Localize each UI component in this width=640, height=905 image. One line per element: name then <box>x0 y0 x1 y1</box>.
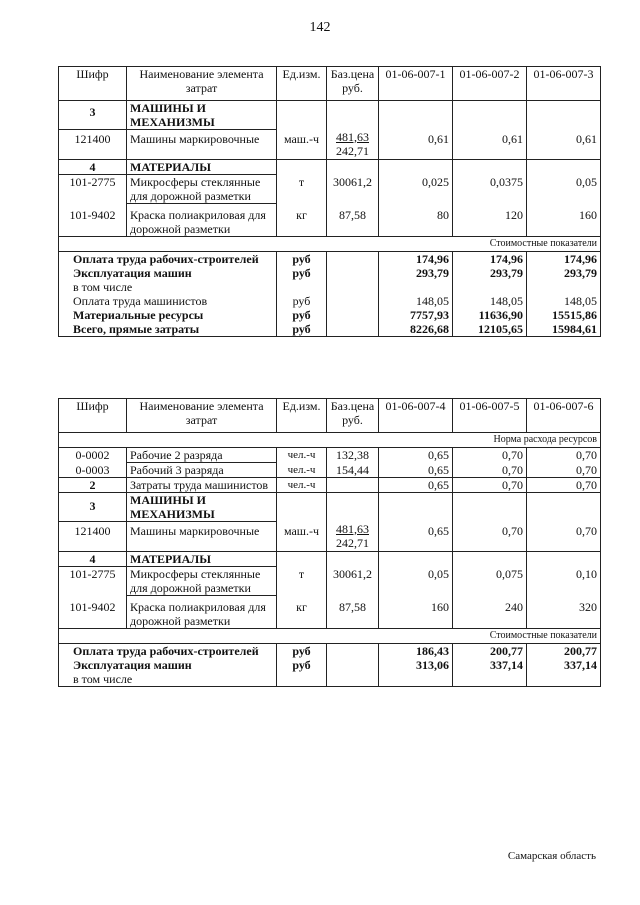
table-row <box>59 644 601 659</box>
labor-value-3: 200,77 <box>527 644 601 659</box>
table-row <box>59 463 601 478</box>
operators-value-1: 148,05 <box>379 294 453 308</box>
labor-label: Оплата труда рабочих-строителей <box>59 644 277 659</box>
row-unit: кг <box>277 596 327 629</box>
row-code: 101-2775 <box>59 175 127 204</box>
section-number: 4 <box>59 552 127 567</box>
row-value-2: 240 <box>453 596 527 629</box>
labor-label: Оплата труда рабочих-строителей <box>59 252 277 267</box>
header-col3: 01-06-007-3 <box>527 67 601 101</box>
row-unit: маш.-ч <box>277 130 327 160</box>
labor-value-2: 200,77 <box>453 644 527 659</box>
row-value-2: 0,70 <box>453 463 527 478</box>
row-value-1: 0,65 <box>379 478 453 493</box>
table-row <box>59 596 601 629</box>
cost-indicators-header: Стоимостные показатели <box>59 629 601 644</box>
row-price: 87,58 <box>327 596 379 629</box>
section-number: 4 <box>59 160 127 175</box>
row-price: 154,44 <box>327 463 379 478</box>
section-title: МАШИНЫ И МЕХАНИЗМЫ <box>127 493 277 522</box>
table-row <box>59 672 601 687</box>
row-value-2: 0,70 <box>453 448 527 463</box>
including-label: в том числе <box>59 280 277 294</box>
section-machines <box>59 493 601 522</box>
table-row <box>59 252 601 267</box>
page-number: 142 <box>309 20 331 35</box>
machines-unit: руб <box>277 266 327 280</box>
price-secondary: 242,71 <box>336 535 369 550</box>
machines-value-2: 337,14 <box>453 658 527 672</box>
row-value-2: 0,075 <box>453 567 527 596</box>
row-value-3: 160 <box>527 204 601 237</box>
section-machines <box>59 101 601 130</box>
row-value-2: 0,70 <box>453 478 527 493</box>
labor-unit: руб <box>277 252 327 267</box>
row-value-1: 0,65 <box>379 463 453 478</box>
row-value-2: 0,0375 <box>453 175 527 204</box>
total-value-1: 8226,68 <box>379 322 453 337</box>
row-value-3: 0,70 <box>527 463 601 478</box>
table-header <box>59 67 601 101</box>
section-title: МАТЕРИАЛЫ <box>127 552 277 567</box>
header-col3: 01-06-007-6 <box>527 399 601 433</box>
section-materials <box>59 552 601 567</box>
row-name: Микросферы стеклянные для дорожной разметки <box>127 175 277 204</box>
header-unit: Ед.изм. <box>277 399 327 433</box>
row-value-3: 0,10 <box>527 567 601 596</box>
machines-label: Эксплуатация машин <box>59 658 277 672</box>
operators-unit: руб <box>277 294 327 308</box>
row-value-3: 0,70 <box>527 478 601 493</box>
row-code: 101-9402 <box>59 596 127 629</box>
row-code: 101-9402 <box>59 204 127 237</box>
row-value-3: 0,70 <box>527 522 601 552</box>
header-price: Баз.цена руб. <box>327 399 379 433</box>
row-name: Рабочий 3 разряда <box>127 463 277 478</box>
row-value-1: 0,05 <box>379 567 453 596</box>
row-value-3: 0,70 <box>527 448 601 463</box>
machines-value-1: 313,06 <box>379 658 453 672</box>
row-name: Микросферы стеклянные для дорожной разметки <box>127 567 277 596</box>
row-value-3: 0,61 <box>527 130 601 160</box>
table-row <box>59 658 601 672</box>
row-price: 132,38 <box>327 448 379 463</box>
machines-value-1: 293,79 <box>379 266 453 280</box>
machines-unit: руб <box>277 658 327 672</box>
labor-unit: руб <box>277 644 327 659</box>
row-name: Машины маркировочные <box>127 130 277 160</box>
machines-value-3: 293,79 <box>527 266 601 280</box>
total-label: Всего, прямые затраты <box>59 322 277 337</box>
row-name: Краска полиакриловая для дорожной разметки <box>127 596 277 629</box>
table-header <box>59 399 601 433</box>
labor-value-3: 174,96 <box>527 252 601 267</box>
row-value-1: 0,025 <box>379 175 453 204</box>
row-value-2: 0,70 <box>453 522 527 552</box>
header-col1: 01-06-007-4 <box>379 399 453 433</box>
machines-label: Эксплуатация машин <box>59 266 277 280</box>
row-value-3: 0,05 <box>527 175 601 204</box>
section-materials <box>59 160 601 175</box>
price-primary: 481,63 <box>336 521 369 536</box>
row-price: 30061,2 <box>327 175 379 204</box>
row-value-1: 0,61 <box>379 130 453 160</box>
table-row <box>59 266 601 280</box>
price-primary: 481,63 <box>336 129 369 144</box>
operators-value-2: 148,05 <box>453 294 527 308</box>
labor-value-2: 174,96 <box>453 252 527 267</box>
row-unit: чел.-ч <box>277 478 327 493</box>
row-value-1: 160 <box>379 596 453 629</box>
resource-table-2 <box>58 398 601 687</box>
table-row <box>59 294 601 308</box>
row-unit: т <box>277 567 327 596</box>
section-number: 2 <box>59 478 127 493</box>
materials-value-3: 15515,86 <box>527 308 601 322</box>
price-secondary: 242,71 <box>336 143 369 158</box>
row-price <box>327 522 379 552</box>
header-col1: 01-06-007-1 <box>379 67 453 101</box>
row-code: 121400 <box>59 522 127 552</box>
header-col2: 01-06-007-5 <box>453 399 527 433</box>
row-value-1: 0,65 <box>379 448 453 463</box>
total-value-3: 15984,61 <box>527 322 601 337</box>
total-unit: руб <box>277 322 327 337</box>
row-price: 30061,2 <box>327 567 379 596</box>
machines-value-3: 337,14 <box>527 658 601 672</box>
table-row <box>59 567 601 596</box>
section-number: 3 <box>59 493 127 522</box>
section-title: МАШИНЫ И МЕХАНИЗМЫ <box>127 101 277 130</box>
header-price: Баз.цена руб. <box>327 67 379 101</box>
labor-value-1: 174,96 <box>379 252 453 267</box>
table-row <box>59 280 601 294</box>
row-unit: кг <box>277 204 327 237</box>
header-name: Наименование элемента затрат <box>127 67 277 101</box>
footer-region: Самарская область <box>507 850 596 862</box>
row-price: 87,58 <box>327 204 379 237</box>
row-name: Машины маркировочные <box>127 522 277 552</box>
row-code: 101-2775 <box>59 567 127 596</box>
table-row <box>59 308 601 322</box>
section-operators <box>59 478 601 493</box>
machines-value-2: 293,79 <box>453 266 527 280</box>
materials-unit: руб <box>277 308 327 322</box>
header-name: Наименование элемента затрат <box>127 399 277 433</box>
table-row <box>59 175 601 204</box>
labor-value-1: 186,43 <box>379 644 453 659</box>
including-label: в том числе <box>59 672 277 687</box>
header-unit: Ед.изм. <box>277 67 327 101</box>
resource-table-1 <box>58 66 601 337</box>
row-value-2: 0,61 <box>453 130 527 160</box>
materials-value-1: 7757,93 <box>379 308 453 322</box>
row-name: Краска полиакриловая для дорожной разметки <box>127 204 277 237</box>
row-value-2: 120 <box>453 204 527 237</box>
header-code: Шифр <box>59 399 127 433</box>
row-unit: т <box>277 175 327 204</box>
operators-value-3: 148,05 <box>527 294 601 308</box>
row-code: 121400 <box>59 130 127 160</box>
total-value-2: 12105,65 <box>453 322 527 337</box>
cost-indicators-header: Стоимостные показатели <box>59 237 601 252</box>
row-unit: маш.-ч <box>277 522 327 552</box>
row-value-1: 0,65 <box>379 522 453 552</box>
norm-header: Норма расхода ресурсов <box>59 433 601 448</box>
section-title: МАТЕРИАЛЫ <box>127 160 277 175</box>
row-value-1: 80 <box>379 204 453 237</box>
row-unit: чел.-ч <box>277 463 327 478</box>
table-row <box>59 448 601 463</box>
operators-label: Оплата труда машинистов <box>59 294 277 308</box>
row-name: Рабочие 2 разряда <box>127 448 277 463</box>
table-row <box>59 204 601 237</box>
table-row <box>59 130 601 160</box>
table-row <box>59 322 601 337</box>
header-col2: 01-06-007-2 <box>453 67 527 101</box>
row-code: 0-0002 <box>59 448 127 463</box>
row-name: Затраты труда машинистов <box>127 478 277 493</box>
materials-value-2: 11636,90 <box>453 308 527 322</box>
row-unit: чел.-ч <box>277 448 327 463</box>
row-price <box>327 130 379 160</box>
section-number: 3 <box>59 101 127 130</box>
row-code: 0-0003 <box>59 463 127 478</box>
header-code: Шифр <box>59 67 127 101</box>
materials-label: Материальные ресурсы <box>59 308 277 322</box>
row-value-3: 320 <box>527 596 601 629</box>
table-row <box>59 522 601 552</box>
